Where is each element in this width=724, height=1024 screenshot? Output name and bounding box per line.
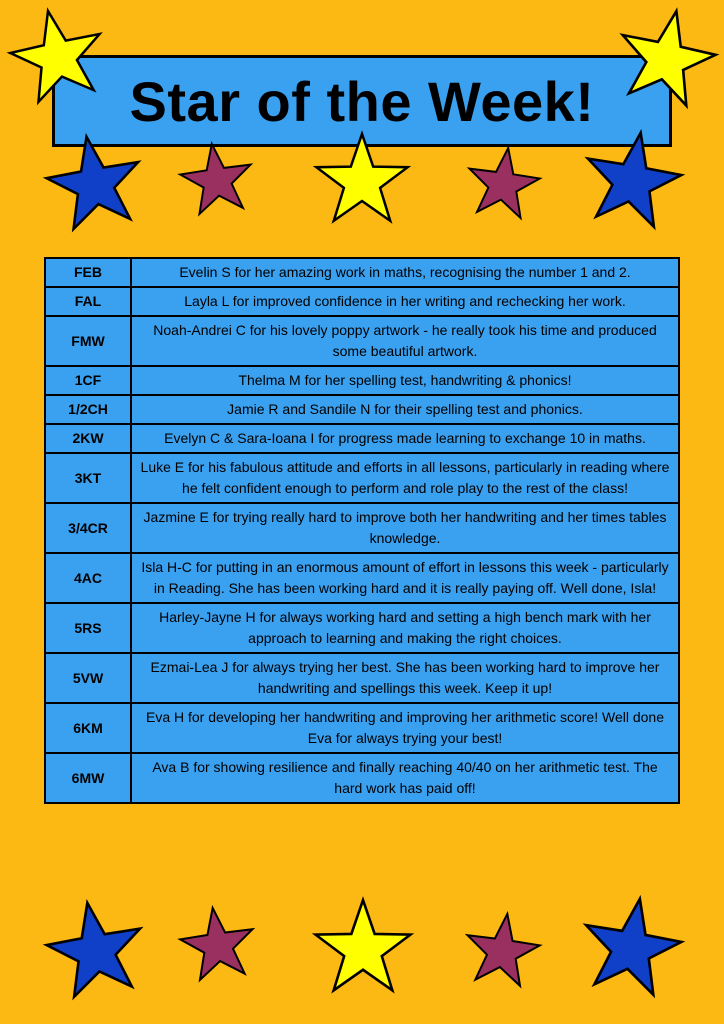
star-icon <box>178 906 258 986</box>
star-icon <box>580 130 684 234</box>
table-row <box>45 553 679 603</box>
award-reason-cell: Jazmine E for trying really hard to improve both her handwriting and her times tables knowledge. <box>131 503 679 553</box>
class-name-cell: 3KT <box>45 453 131 503</box>
award-reason-cell: Harley-Jayne H for always working hard and setting a high bench mark with her approach to learning and making the right choices. <box>131 603 679 653</box>
class-name-cell: FAL <box>45 287 131 316</box>
table-row <box>45 453 679 503</box>
page-title: Star of the Week! <box>129 69 595 133</box>
award-reason-cell: Jamie R and Sandile N for their spelling test and phonics. <box>131 395 679 424</box>
table-row <box>45 753 679 803</box>
table-row <box>45 395 679 424</box>
star-icon <box>178 142 256 220</box>
award-reason-cell: Ezmai-Lea J for always trying her best. She has been working hard to improve her handwriting and spellings this week. Keep it up! <box>131 653 679 703</box>
class-name-cell: FEB <box>45 258 131 287</box>
class-name-cell: FMW <box>45 316 131 366</box>
table-row <box>45 603 679 653</box>
table-row <box>45 653 679 703</box>
star-icon <box>44 134 146 236</box>
star-icon <box>464 146 542 224</box>
star-icon <box>614 8 718 112</box>
table-row <box>45 316 679 366</box>
class-name-cell: 5VW <box>45 653 131 703</box>
star-icon <box>578 896 684 1002</box>
star-icon <box>310 898 416 1002</box>
class-name-cell: 1/2CH <box>45 395 131 424</box>
award-reason-cell: Thelma M for her spelling test, handwriting & phonics! <box>131 366 679 395</box>
class-name-cell: 6KM <box>45 703 131 753</box>
star-icon <box>8 8 108 108</box>
award-reason-cell: Noah-Andrei C for his lovely poppy artwork - he really took his time and produced some beautiful artwork. <box>131 316 679 366</box>
awards-table <box>44 257 680 804</box>
class-name-cell: 1CF <box>45 366 131 395</box>
class-name-cell: 3/4CR <box>45 503 131 553</box>
class-name-cell: 2KW <box>45 424 131 453</box>
table-row <box>45 424 679 453</box>
award-reason-cell: Isla H-C for putting in an enormous amount of effort in lessons this week - particularly in Reading. She has been working hard and it is really paying off. Well done, Isla! <box>131 553 679 603</box>
table-row <box>45 287 679 316</box>
award-reason-cell: Layla L for improved confidence in her writing and rechecking her work. <box>131 287 679 316</box>
class-name-cell: 5RS <box>45 603 131 653</box>
award-reason-cell: Evelin S for her amazing work in maths, recognising the number 1 and 2. <box>131 258 679 287</box>
table-row <box>45 366 679 395</box>
award-reason-cell: Luke E for his fabulous attitude and efforts in all lessons, particularly in reading where he felt confident enough to perform and role play to the rest of the class! <box>131 453 679 503</box>
award-reason-cell: Eva H for developing her handwriting and improving her arithmetic score! Well done Eva for always trying your best! <box>131 703 679 753</box>
star-icon <box>310 132 414 232</box>
table-row <box>45 703 679 753</box>
star-icon <box>44 900 148 1004</box>
table-row <box>45 258 679 287</box>
award-reason-cell: Ava B for showing resilience and finally reaching 40/40 on her arithmetic test. The hard work has paid off! <box>131 753 679 803</box>
class-name-cell: 4AC <box>45 553 131 603</box>
table-row <box>45 503 679 553</box>
award-reason-cell: Evelyn C & Sara-Ioana I for progress made learning to exchange 10 in maths. <box>131 424 679 453</box>
class-name-cell: 6MW <box>45 753 131 803</box>
star-icon <box>462 912 542 992</box>
